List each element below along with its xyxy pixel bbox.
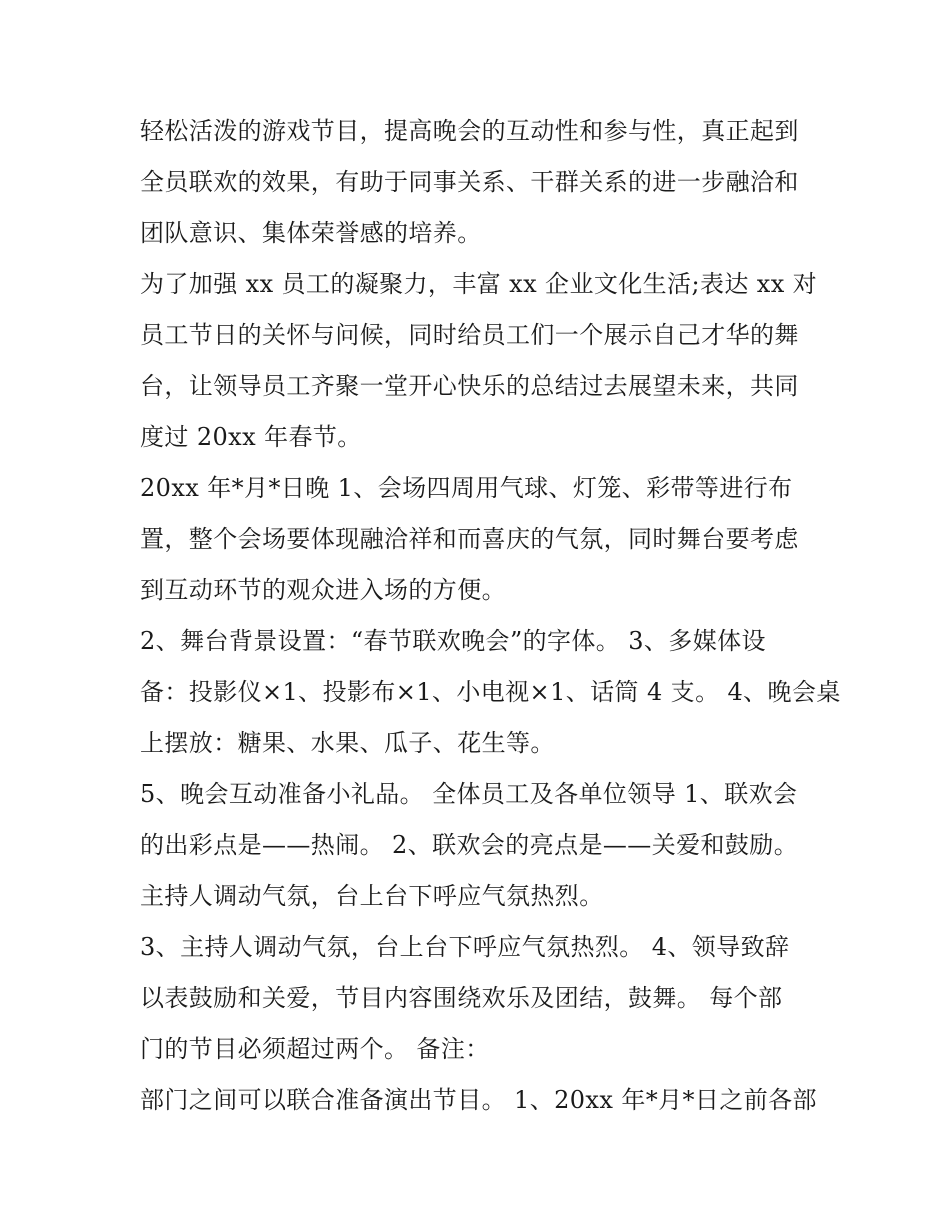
paragraph-5 <box>140 769 820 922</box>
text-line: 以表鼓励和关爱，节目内容围绕欢乐及团结，鼓舞。 每个部 <box>140 984 783 1012</box>
paragraph-2 <box>140 259 820 463</box>
paragraph-1 <box>140 106 820 259</box>
paragraph-6 <box>140 922 820 1075</box>
text-line: 2、舞台背景设置：“春节联欢晚会”的字体。 3、多媒体设 <box>140 627 766 655</box>
text-line: 备：投影仪×1、投影布×1、小电视×1、话筒 4 支。 4、晚会桌 <box>140 678 841 706</box>
text-line: 度过 20xx 年春节。 <box>140 423 362 451</box>
text-line: 全员联欢的效果，有助于同事关系、干群关系的进一步融洽和 <box>140 168 799 196</box>
text-line: 的出彩点是——热闹。 2、联欢会的亮点是——关爱和鼓励。 <box>140 831 799 859</box>
text-line: 主持人调动气氛，台上台下呼应气氛热烈。 <box>140 882 604 910</box>
text-line: 轻松活泼的游戏节目，提高晚会的互动性和参与性，真正起到 <box>140 117 799 145</box>
text-line: 为了加强 xx 员工的凝聚力，丰富 xx 企业文化生活;表达 xx 对 <box>140 270 818 298</box>
text-line: 3、主持人调动气氛，台上台下呼应气氛热烈。 4、领导致辞 <box>140 933 790 961</box>
document-body <box>140 106 841 1126</box>
text-line: 5、晚会互动准备小礼品。 全体员工及各单位领导 1、联欢会 <box>140 780 798 808</box>
text-line: 到互动环节的观众进入场的方便。 <box>140 576 506 604</box>
text-line: 上摆放：糖果、水果、瓜子、花生等。 <box>140 729 555 757</box>
paragraph-4 <box>140 616 841 769</box>
text-line: 部门之间可以联合准备演出节目。 1、20xx 年*月*日之前各部 <box>140 1086 817 1114</box>
paragraph-7 <box>140 1075 820 1126</box>
text-line: 20xx 年*月*日晚 1、会场四周用气球、灯笼、彩带等进行布 <box>140 474 793 502</box>
text-line: 台，让领导员工齐聚一堂开心快乐的总结过去展望未来，共同 <box>140 372 799 400</box>
text-line: 置，整个会场要体现融洽祥和而喜庆的气氛，同时舞台要考虑 <box>140 525 799 553</box>
text-line: 员工节日的关怀与问候，同时给员工们一个展示自己才华的舞 <box>140 321 799 349</box>
text-line: 团队意识、集体荣誉感的培养。 <box>140 219 482 247</box>
paragraph-3 <box>140 463 820 616</box>
text-line: 门的节目必须超过两个。 备注： <box>140 1035 490 1063</box>
